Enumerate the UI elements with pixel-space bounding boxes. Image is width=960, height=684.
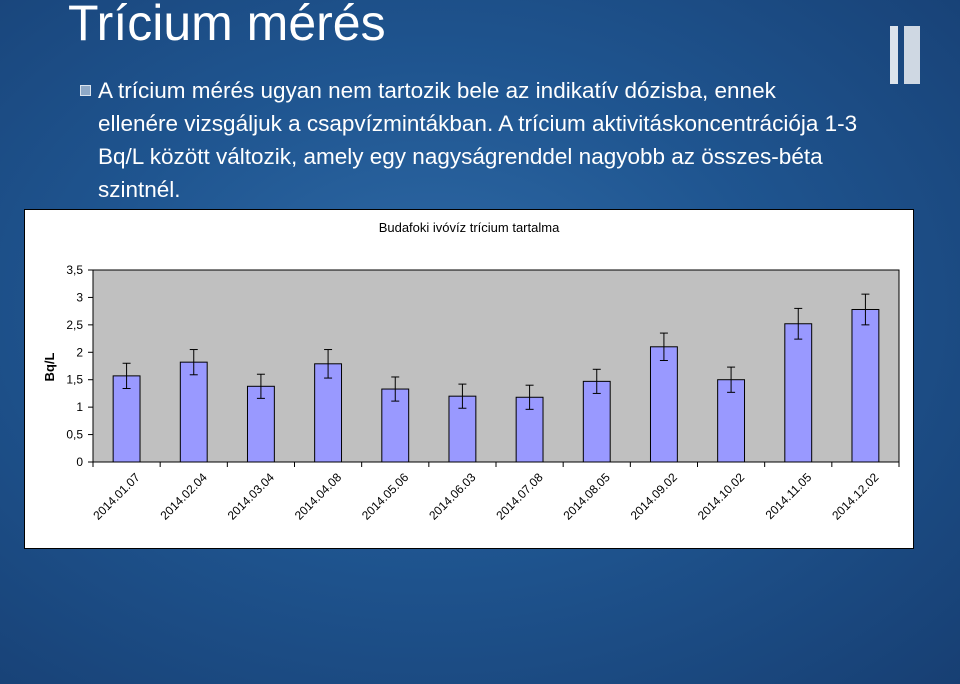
y-tick-label: 1,5 <box>66 372 83 387</box>
corner-decoration <box>890 26 920 86</box>
y-axis-label: Bq/L <box>42 352 57 382</box>
x-tick-label: 2014.08.05 <box>560 470 613 523</box>
x-tick-label: 2014.05.06 <box>359 470 412 523</box>
slide-title: Trícium mérés <box>68 0 386 51</box>
chart-container <box>24 209 914 549</box>
bar <box>180 362 207 462</box>
y-tick-label: 3,5 <box>66 263 83 277</box>
bar <box>650 347 677 462</box>
x-tick-label: 2014.12.02 <box>829 470 882 523</box>
x-tick-label: 2014.09.02 <box>627 470 681 523</box>
decoration-bar <box>890 26 898 84</box>
x-tick-label: 2014.10.02 <box>694 470 748 523</box>
decoration-bar <box>904 26 920 84</box>
plot-area <box>93 270 899 462</box>
x-tick-label: 2014.07.08 <box>493 470 546 523</box>
y-tick-label: 3 <box>76 290 83 305</box>
y-tick-label: 0 <box>76 455 83 469</box>
bullet-list <box>80 74 860 206</box>
x-tick-label: 2014.04.08 <box>291 470 345 523</box>
y-tick-label: 2 <box>76 345 83 360</box>
bullet-square-icon <box>80 85 91 96</box>
y-tick-label: 0,5 <box>66 427 83 442</box>
x-tick-label: 2014.06.03 <box>426 470 479 523</box>
tritium-bar-chart <box>25 210 913 548</box>
x-tick-label: 2014.02.04 <box>157 470 210 523</box>
y-tick-label: 1 <box>76 400 83 415</box>
y-tick-label: 2,5 <box>66 317 83 332</box>
bar <box>852 309 879 462</box>
x-tick-label: 2014.03.04 <box>224 470 278 523</box>
bullet-text: A trícium mérés ugyan nem tartozik bele az indikatív dózisba, ennek ellenére vizsgáljuk a csapvízmintákban. A trícium aktivitáskoncentrációja 1-3 Bq/L között változik, amely egy nagyságrenddel nagyobb az összes-béta szintnél. <box>98 78 858 202</box>
bar <box>785 324 812 462</box>
x-tick-label: 2014.01.07 <box>90 470 143 523</box>
chart-title: Budafoki ivóvíz trícium tartalma <box>378 220 560 235</box>
x-tick-label: 2014.11.05 <box>762 470 815 522</box>
